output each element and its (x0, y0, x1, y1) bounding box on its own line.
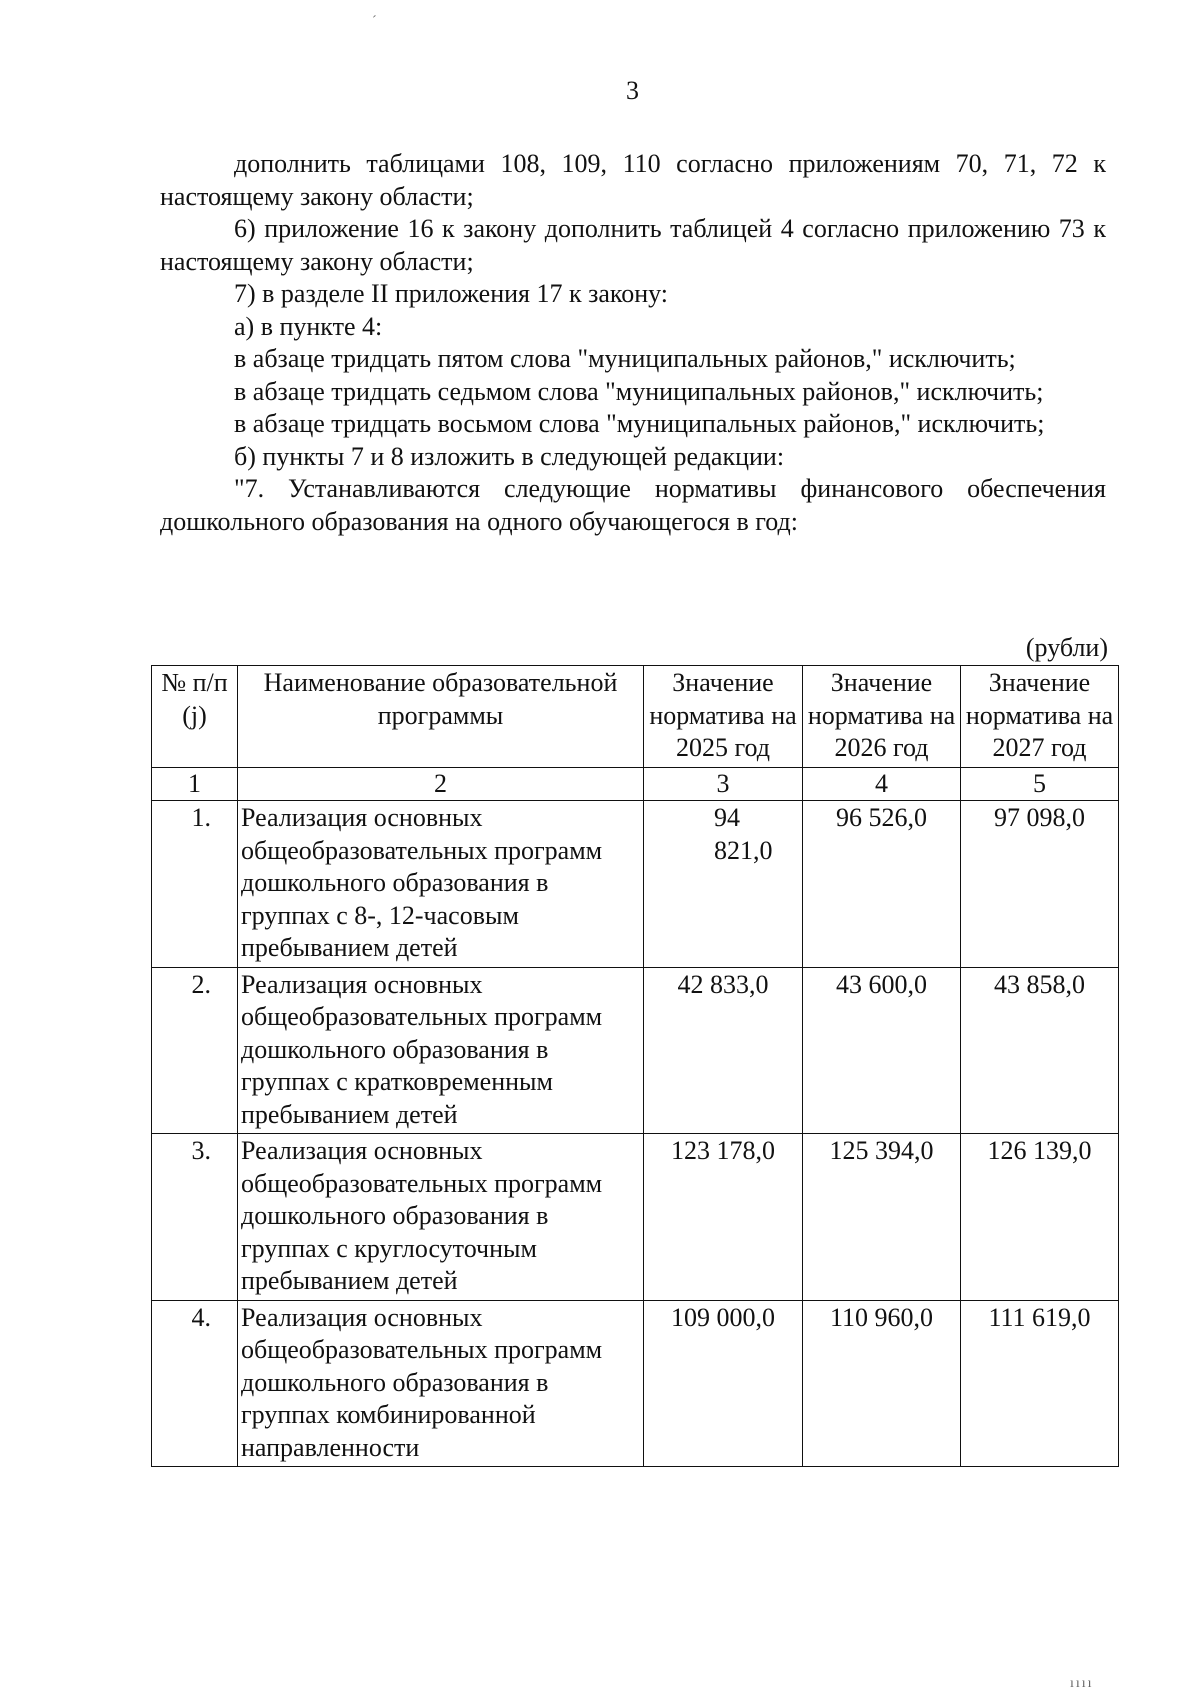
value-2025: 42 833,0 (644, 967, 803, 1134)
value-2027: 43 858,0 (961, 967, 1119, 1134)
column-number: 1 (152, 767, 238, 801)
header-program-name: Наименование образовательной программы (238, 666, 644, 768)
paragraph: дополнить таблицами 108, 109, 110 согласно приложениям 70, 71, 72 к настоящему закону области; (160, 149, 1106, 211)
program-name: Реализация основных общеобразовательных программ дошкольного образования в группах с 8-, 12-часовым пребыванием детей (238, 801, 644, 968)
paragraph: 7) в разделе II приложения 17 к закону: (234, 279, 669, 308)
value-2025: 109 000,0 (644, 1300, 803, 1467)
value-2025-text: 94 821,0 (714, 803, 773, 865)
scan-mark: ıııı (1070, 1676, 1094, 1691)
norms-table (151, 665, 1119, 1467)
header-value-2026: Значение норматива на 2026 год (803, 666, 961, 768)
row-number: 1. (152, 801, 238, 968)
column-number: 4 (803, 767, 961, 801)
paragraph: в абзаце тридцать восьмом слова "муниципальных районов," исключить; (234, 409, 1045, 438)
row-number: 3. (152, 1134, 238, 1301)
value-2027: 97 098,0 (961, 801, 1119, 968)
value-2026: 43 600,0 (803, 967, 961, 1134)
row-number: 2. (152, 967, 238, 1134)
paragraph: б) пункты 7 и 8 изложить в следующей редакции: (234, 441, 785, 471)
value-2027: 126 139,0 (961, 1134, 1119, 1301)
table-row (152, 1134, 1119, 1301)
table-row (152, 1300, 1119, 1467)
column-number-row (152, 767, 1119, 801)
paragraph: а) в пункте 4: (234, 311, 383, 341)
page-number: 3 (626, 76, 639, 105)
paragraph: 6) приложение 16 к закону дополнить таблицей 4 согласно приложению 73 к настоящему закону области; (160, 214, 1106, 276)
paragraph: в абзаце тридцать седьмом слова "муниципальных районов," исключить; (234, 376, 1044, 406)
table-row (152, 967, 1119, 1134)
value-2025: 123 178,0 (644, 1134, 803, 1301)
paragraph: "7. Устанавливаются следующие нормативы финансового обеспечения дошкольного образования на одного обучающегося в год: (160, 474, 1106, 536)
column-number: 3 (644, 767, 803, 801)
value-2026: 96 526,0 (803, 801, 961, 968)
table-header-row (152, 666, 1119, 768)
table-row (152, 801, 1119, 968)
row-number: 4. (152, 1300, 238, 1467)
body-text (160, 148, 1106, 538)
value-2026: 110 960,0 (803, 1300, 961, 1467)
value-2025 (644, 801, 803, 968)
value-2026: 125 394,0 (803, 1134, 961, 1301)
paragraph: в абзаце тридцать пятом слова "муниципальных районов," исключить; (234, 344, 1016, 373)
program-name: Реализация основных общеобразовательных программ дошкольного образования в группах с кратковременным пребыванием детей (238, 967, 644, 1134)
table-units-label: (рубли) (1025, 633, 1108, 662)
header-number: № п/п (j) (152, 666, 238, 768)
header-value-2027: Значение норматива на 2027 год (961, 666, 1119, 768)
column-number: 2 (238, 767, 644, 801)
header-value-2025: Значение норматива на 2025 год (644, 666, 803, 768)
program-name: Реализация основных общеобразовательных программ дошкольного образования в группах комбинированной направленности (238, 1300, 644, 1467)
value-2027: 111 619,0 (961, 1300, 1119, 1467)
program-name: Реализация основных общеобразовательных программ дошкольного образования в группах с круглосуточным пребыванием детей (238, 1134, 644, 1301)
column-number: 5 (961, 767, 1119, 801)
scan-mark: ˊ (372, 14, 377, 29)
